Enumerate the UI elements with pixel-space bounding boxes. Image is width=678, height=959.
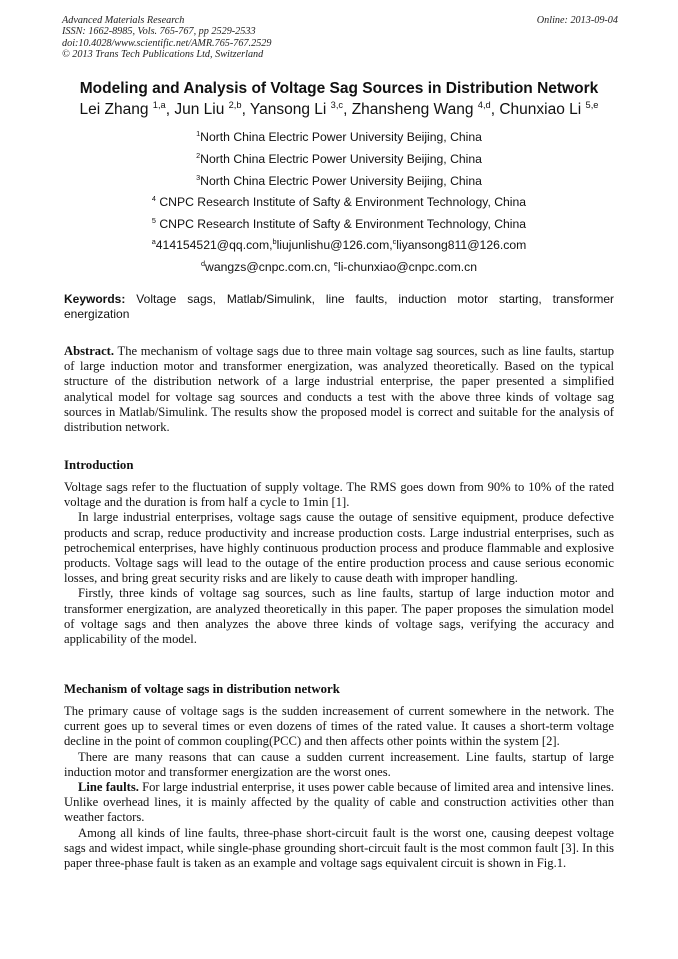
email-address[interactable]: liyansong811@126.com [396, 238, 527, 252]
abstract-text: The mechanism of voltage sags due to three main voltage sag sources, such as line faults, startup of large induction motor and transformer energization, was analyzed theoretically. Based on the typical structure of the distribution network of a large industrial enterprise, the paper presented a simplified analytical model for voltage sag sources and conducts a test with the above three kinds of voltage sag sources in Matlab/Simulink. The results show the proposed model is correct and suitable for the analysis of distribution network. [64, 344, 614, 435]
line-faults-label: Line faults. [78, 780, 139, 795]
keywords-label: Keywords: [64, 292, 126, 306]
email-sup: d [200, 258, 206, 268]
paper-title: Modeling and Analysis of Voltage Sag Sources in Distribution Network [79, 80, 599, 97]
author-name: Zhansheng Wang [351, 101, 474, 118]
affiliation-sup: 4 [151, 193, 156, 203]
affiliation [40, 152, 638, 166]
author-sup: 4,d [477, 99, 491, 110]
paragraph: The primary cause of voltage sags is the sudden increasement of current somewhere in the network. The current goes up to several times or even dozens of times of the rated value. It causes a short-term voltage decline in the point of common coupling(PCC) and then affects other points within the system [2]. [64, 704, 614, 749]
email-address[interactable]: li-chunxiao@cnpc.com.cn [338, 260, 478, 274]
paragraph [64, 780, 614, 826]
affiliation-sup: 1 [196, 128, 201, 138]
affiliation [40, 217, 638, 231]
author-sup: 3,c [330, 99, 344, 110]
affiliation-sup: 3 [196, 172, 201, 182]
author-sup: 1,a [152, 99, 166, 110]
journal-copyright: © 2013 Trans Tech Publications Ltd, Switzerland [62, 48, 264, 60]
email-address[interactable]: liujunlishu@126.com, [276, 238, 393, 252]
email-sup: c [392, 236, 397, 246]
abstract-label: Abstract. [64, 344, 115, 358]
author-name: Jun Liu [174, 101, 225, 118]
paragraph: Firstly, three kinds of voltage sag sources, such as line faults, startup of large induction motor and transformer energization, are analyzed theoretically in this paper. The paper proposes the simulation model of voltage sags and then analyzes the above three kinds of voltage sags, verifying the accuracy and applicability of the model. [64, 586, 614, 647]
affiliation-text: North China Electric Power University Beijing, China [200, 130, 482, 144]
author-name: Chunxiao Li [499, 101, 582, 118]
affiliation [40, 174, 638, 188]
author-name: Lei Zhang [79, 101, 149, 118]
keywords [64, 292, 614, 322]
paragraph: Among all kinds of line faults, three-phase short-circuit fault is the worst one, causing deepest voltage sags and widest impact, while single-phase grounding short-circuit fault is the most common fault [3]. In this paper three-phase fault is taken as an example and voltage sags equivalent circuit is shown in Fig.1. [64, 825, 614, 871]
affiliation [40, 130, 638, 144]
affiliation-text: North China Electric Power University Beijing, China [200, 174, 482, 188]
online-date: Online: 2013-09-04 [536, 15, 618, 26]
author-name: Yansong Li [249, 101, 327, 118]
journal-header [62, 15, 618, 60]
journal-doi: doi:10.4028/www.scientific.net/AMR.765-767.2529 [62, 37, 272, 49]
paragraph: There are many reasons that can cause a sudden current increasement. Line faults, startup of large induction motor and transformer energization are the worst ones. [64, 749, 614, 779]
email-sup: e [333, 258, 338, 268]
affiliation-sup: 2 [196, 150, 201, 160]
section-heading-introduction: Introduction [64, 458, 134, 472]
email-sup: a [151, 236, 156, 246]
affiliation-sup: 5 [151, 215, 156, 225]
affiliation [40, 195, 638, 209]
affiliation-text: North China Electric Power University Beijing, China [200, 152, 482, 166]
section-heading-mechanism: Mechanism of voltage sags in distribution network [64, 682, 340, 696]
author-list: Lei Zhang $^{1,a}$, Jun Liu $^{2,b}$, Yansong Li $^{3,c}$, Zhansheng Wang $^{4,d}$, Chunxiao Li $^{5,e}$ [79, 99, 599, 118]
paragraph-text: For large industrial enterprise, it uses power cable because of limited area and intensive lines. Unlike overhead lines, it is mainly affected by the quality of cable and construction activities other than weather factors. [64, 780, 614, 825]
email-sup: b [272, 236, 277, 246]
email-address[interactable]: wangzs@cnpc.com.cn, [205, 260, 334, 274]
email-line [40, 238, 638, 252]
email-address[interactable]: 414154521@qq.com, [155, 238, 273, 252]
paragraph: Voltage sags refer to the fluctuation of supply voltage. The RMS goes down from 90% to 10% of the rated voltage and the duration is from half a cycle to 1min [1]. [64, 480, 614, 510]
author-sup: 5,e [585, 99, 599, 110]
mechanism-body [64, 704, 614, 871]
author-sup: 2,b [228, 99, 242, 110]
affiliation-text: CNPC Research Institute of Safty & Environment Technology, China [155, 195, 527, 209]
affiliation-text: CNPC Research Institute of Safty & Environment Technology, China [155, 217, 527, 231]
keywords-text: Voltage sags, Matlab/Simulink, line faults, induction motor starting, transformer energization [64, 292, 614, 321]
abstract [64, 344, 614, 435]
introduction-body [64, 480, 614, 647]
email-line [40, 260, 638, 274]
journal-issn: ISSN: 1662-8985, Vols. 765-767, pp 2529-2533 [62, 26, 256, 38]
paragraph: In large industrial enterprises, voltage sags cause the outage of sensitive equipment, produce defective products and scrap, reduce productivity and increase production costs. Large industrial enterprises, such as petrochemical enterprises, have highly continuous production process and produce flammable and explosive products. Voltage sags will lead to the outage of the entire production process and cause serious economic losses, and bring great security risks and are likely to cause death with improper handling. [64, 510, 614, 586]
journal-name: Advanced Materials Research [62, 15, 185, 26]
